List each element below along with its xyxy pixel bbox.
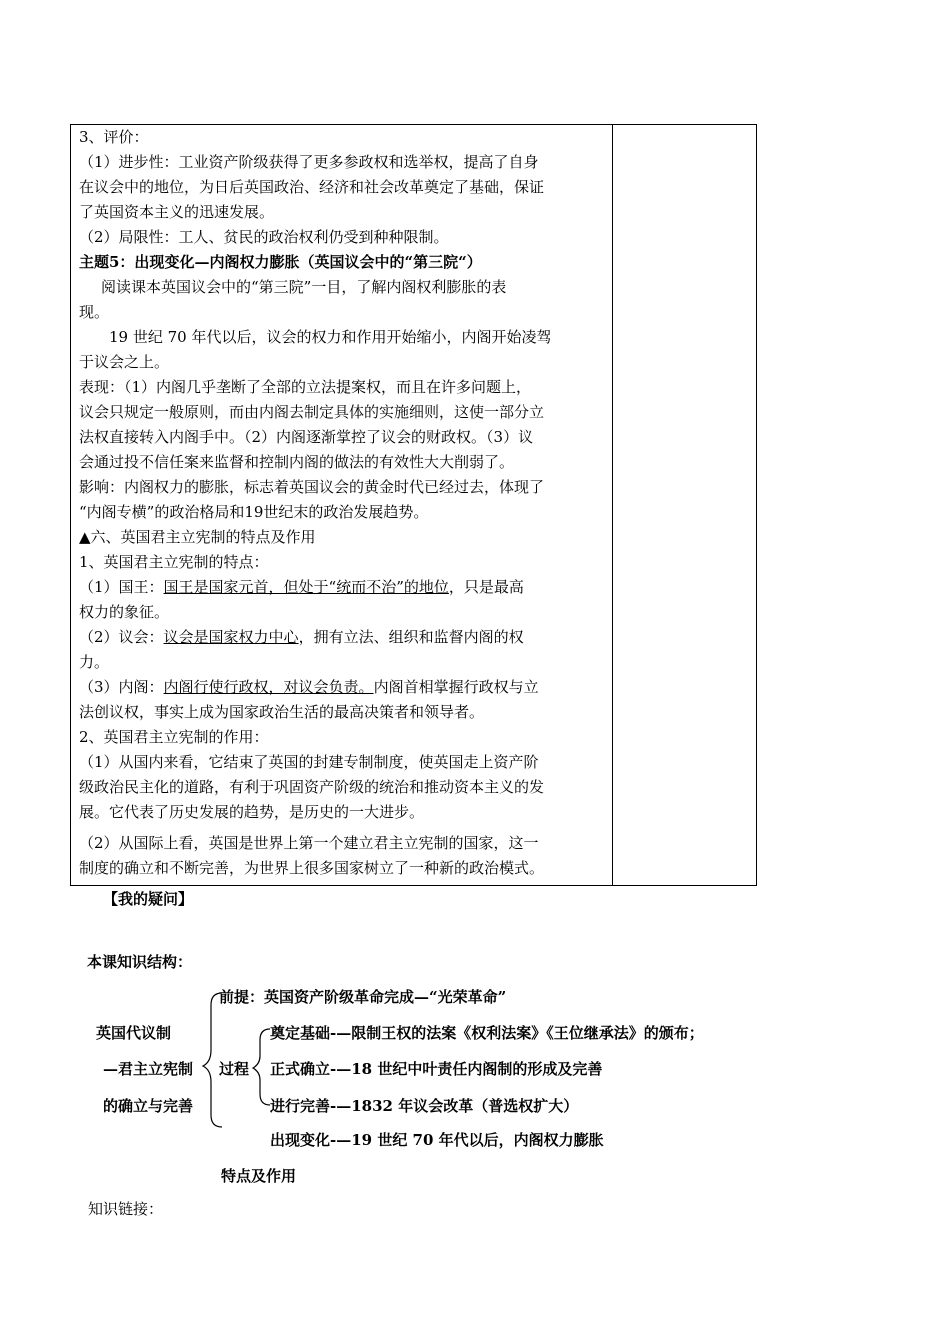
king-label: （1）国王： [79, 578, 164, 596]
root-line-3: 的确立与完善 [103, 1097, 194, 1115]
structure-title: 本课知识结构： [87, 953, 193, 971]
line-70s-2: 于议会之上。 [79, 353, 170, 371]
line-roles-heading: 2、英国君主立宪制的作用： [79, 728, 269, 746]
premise-branch: 前提：英国资产阶级革命完成—“光荣革命” [219, 988, 507, 1006]
knowledge-link-label: 知识链接： [88, 1200, 164, 1218]
line-impact-2: “内阁专横”的政治格局和19世纪末的政治发展趋势。 [79, 503, 429, 521]
process-label: 过程 [219, 1060, 250, 1078]
line-intl-2: 制度的确立和不断完善，为世界上很多国家树立了一种新的政治模式。 [79, 859, 545, 877]
line-cabinet-2: 法创议权，事实上成为国家政治生活的最高决策者和领导者。 [79, 703, 485, 721]
change-branch: 出现变化-—19 世纪 70 年代以后，内阁权力膨胀 [270, 1131, 604, 1149]
line-domestic-2: 级政治民主化的道路，有利于巩固资产阶级的统治和推动资本主义的发 [79, 778, 545, 796]
line-features-heading: 1、英国君主立宪制的特点： [79, 553, 269, 571]
my-doubts-heading: 【我的疑问】 [103, 890, 194, 908]
parliament-rest: ，拥有立法、组织和监督内阁的权 [298, 628, 524, 646]
line-manifest-1: 表现：（1）内阁几乎垄断了全部的立法提案权，而且在许多问题上， [79, 378, 532, 396]
king-underlined: 国王是国家元首，但处于“统而不治”的地位 [163, 578, 449, 596]
line-read-2: 现。 [79, 303, 110, 321]
line-domestic-1: （1）从国内来看，它结束了英国的封建专制制度，使英国走上资产阶 [79, 753, 539, 771]
cabinet-label: （3）内阁： [79, 678, 164, 696]
section6-heading: ▲六、英国君主立宪制的特点及作用 [79, 528, 316, 546]
parliament-underlined: 议会是国家权力中心 [163, 628, 299, 646]
line-domestic-3: 展。它代表了历史发展的趋势，是历史的一大进步。 [79, 803, 425, 821]
line-eval-heading: 3、评价： [79, 128, 149, 146]
line-progress-3: 了英国资本主义的迅速发展。 [79, 203, 275, 221]
line-progress-1: （1）进步性：工业资产阶级获得了更多参政权和选举权，提高了自身 [79, 153, 539, 171]
line-limitation: （2）局限性：工人、贫民的政治权利仍受到种种限制。 [79, 228, 449, 246]
topic5-heading: 主题5：出现变化—内阁权力膨胀（英国议会中的“第三院“） [79, 253, 482, 271]
features-branch: 特点及作用 [221, 1167, 297, 1185]
cabinet-rest: 内阁首相掌握行政权与立 [373, 678, 539, 696]
line-parliament-2: 力。 [79, 653, 110, 671]
king-rest: ，只是最高 [448, 578, 524, 596]
line-read-1: 阅读课本英国议会中的“第三院”一目，了解内阁权利膨胀的表 [101, 278, 507, 296]
line-manifest-3: 法权直接转入内阁手中。（2）内阁逐渐掌控了议会的财政权。（3）议 [79, 428, 534, 446]
line-manifest-2: 议会只规定一般原则，而由内阁去制定具体的实施细则，这使一部分立 [79, 403, 545, 421]
process-item-foundation: 奠定基础-—限制王权的法案《权利法案》《王位继承法》的颁布； [270, 1024, 704, 1042]
process-item-improvement: 进行完善-—1832 年议会改革（普选权扩大） [270, 1097, 579, 1115]
root-line-1: 英国代议制 [96, 1024, 172, 1042]
line-impact-1: 影响：内阁权力的膨胀，标志着英国议会的黄金时代已经过去，体现了 [79, 478, 545, 496]
parliament-label: （2）议会： [79, 628, 164, 646]
process-brace [253, 1029, 270, 1105]
cabinet-underlined: 内阁行使行政权，对议会负责。 [163, 678, 374, 696]
root-line-2: —君主立宪制 [103, 1060, 194, 1078]
line-70s-1: 19 世纪 70 年代以后，议会的权力和作用开始缩小，内阁开始凌驾 [109, 328, 552, 346]
line-intl-1: （2）从国际上看，英国是世界上第一个建立君主立宪制的国家，这一 [79, 834, 539, 852]
line-manifest-4: 会通过投不信任案来监督和控制内阁的做法的有效性大大削弱了。 [79, 453, 515, 471]
line-progress-2: 在议会中的地位，为日后英国政治、经济和社会改革奠定了基础，保证 [79, 178, 545, 196]
line-king-2: 权力的象征。 [79, 603, 170, 621]
process-item-establishment: 正式确立-—18 世纪中叶责任内阁制的形成及完善 [270, 1060, 603, 1078]
